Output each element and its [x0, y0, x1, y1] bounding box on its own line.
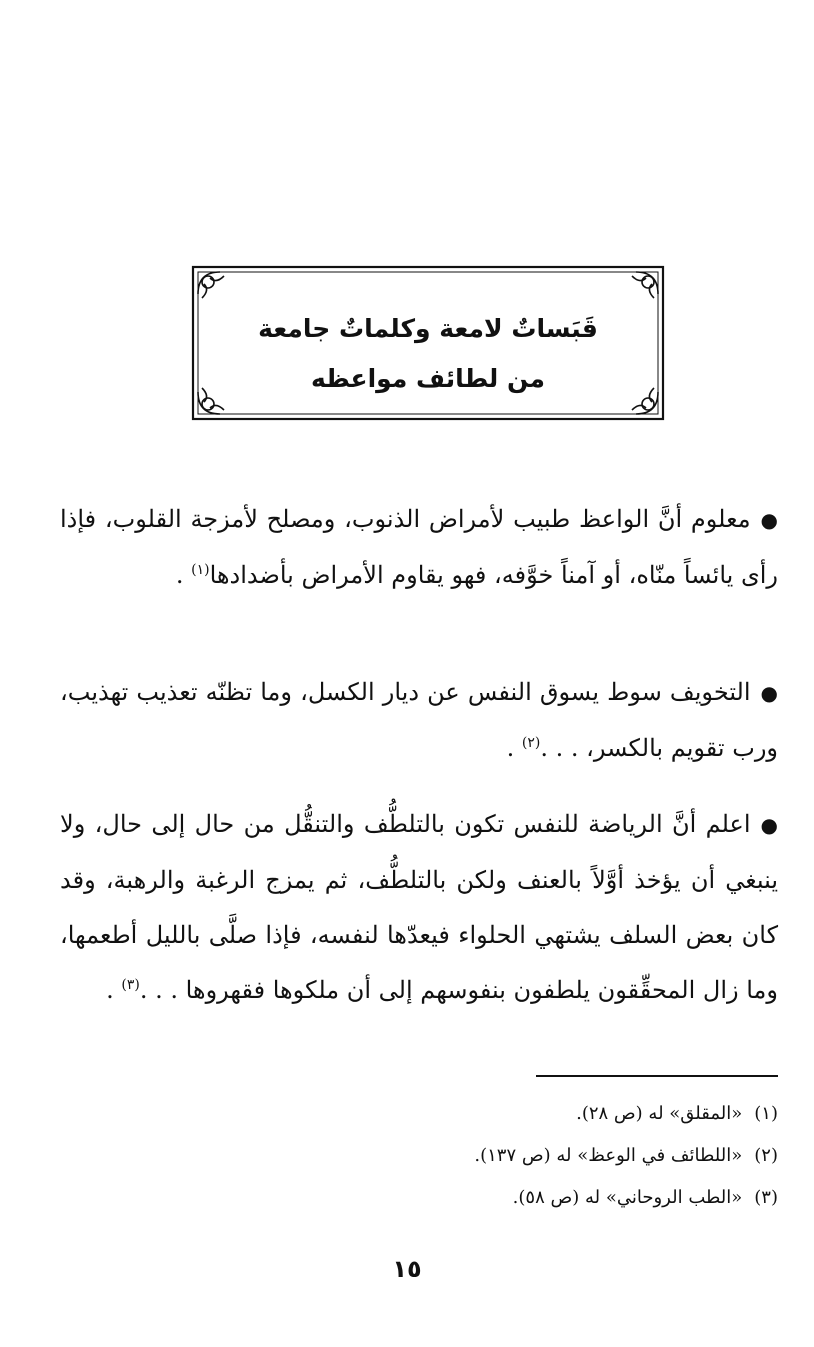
- footnote-number: (٣): [754, 1187, 778, 1208]
- footnote-text: «الطب الروحاني» له (ص ٥٨).: [512, 1187, 743, 1208]
- paragraph-2: [60, 665, 778, 776]
- title-line-1: قَبَساتٌ لامعة وكلماتٌ جامعة: [258, 314, 598, 343]
- footnote-ref: (١): [191, 562, 210, 578]
- paragraph-text: معلوم أنَّ الواعظ طبيب لأمراض الذنوب، ومصلح لأمزجة القلوب، فإذا رأى يائساً منّاه، أو آمناً خوَّفه، فهو يقاوم الأمراض بأضدادها: [60, 505, 778, 589]
- title-line-2: من لطائف مواعظه: [311, 364, 545, 393]
- paragraph-1: [60, 492, 778, 603]
- corner-ornament-top-left: [198, 272, 224, 298]
- footnotes: [178, 1093, 778, 1219]
- bullet-icon: ●: [760, 813, 778, 837]
- page-number: ١٥: [392, 1255, 422, 1283]
- footnote-1: [178, 1093, 778, 1135]
- footnote-ref: (٣): [121, 977, 140, 993]
- footnote-3: [178, 1177, 778, 1219]
- ornamental-border: [190, 264, 666, 422]
- title-frame: [190, 264, 666, 422]
- paragraph-text: اعلم أنَّ الرياضة للنفس تكون بالتلطُّف والتنقُّل من حال إلى حال، ولا ينبغي أن يؤخذ أوَّلاً بالعنف ولكن بالتلطُّف، ثم يمزج الرغبة والرهبة، وقد كان بعض السلف يشتهي الحلواء فيعدّها لنفسه، فإذا صلَّى بالليل أطعمها، وما زال المحقِّقون يلطفون بنفوسهم إلى أن ملكوها فقهروها . . .: [60, 810, 778, 1004]
- paragraph-end: .: [175, 561, 184, 589]
- paragraph-end: .: [106, 976, 114, 1004]
- corner-ornament-top-right: [632, 272, 658, 298]
- footnote-ref: (٢): [521, 735, 541, 751]
- footnote-2: [178, 1135, 778, 1177]
- footnote-separator: [536, 1075, 778, 1077]
- footnote-text: «المقلق» له (ص ٢٨).: [576, 1103, 743, 1124]
- footnote-text: «اللطائف في الوعظ» له (ص ١٣٧).: [474, 1145, 743, 1166]
- paragraph-end: .: [506, 734, 515, 762]
- paragraph-3: [60, 797, 778, 1018]
- footnote-number: (١): [754, 1103, 778, 1124]
- footnote-number: (٢): [754, 1145, 778, 1166]
- bullet-icon: ●: [760, 681, 778, 705]
- bullet-icon: ●: [760, 508, 778, 532]
- paragraph-text: التخويف سوط يسوق النفس عن ديار الكسل، وما تظنّه تعذيب تهذيب، ورب تقويم بالكسر، . . .: [60, 678, 778, 762]
